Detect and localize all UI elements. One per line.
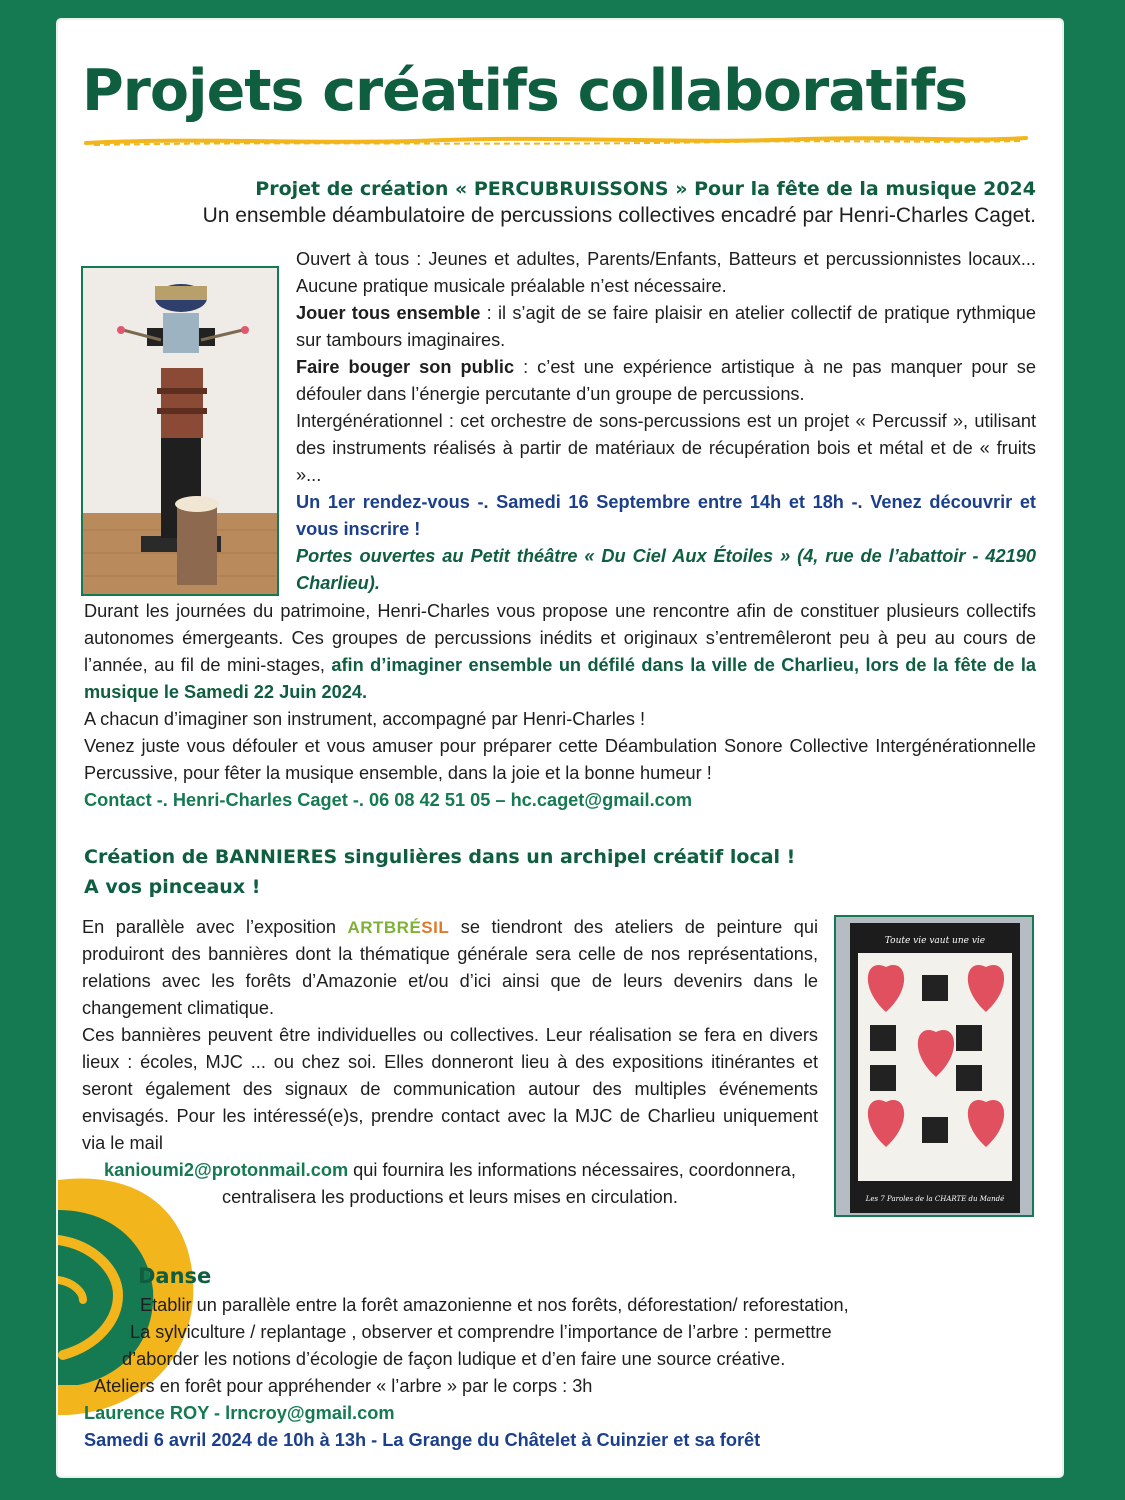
danse-line2: La sylviculture / replantage , observer et comprendre l’importance de l’arbre : permettre	[130, 1322, 832, 1342]
percussion-sculpture-photo	[81, 266, 279, 596]
banner-bottom-text: Les 7 Paroles de la CHARTE du Mandé	[865, 1195, 1005, 1203]
intergenerational-paragraph: Intergénérationnel : cet orchestre de sons-percussions est un projet « Percussif », utilisant des instruments réalisés à partir de matériaux de récupération bois et métal et de « fruits »...	[296, 411, 1036, 485]
section2-body	[82, 914, 818, 1211]
danse-line1: Etablir un parallèle entre la forêt amazonienne et nos forêts, déforestation/ reforestation,	[140, 1295, 849, 1315]
section1-subheading: Un ensemble déambulatoire de percussions collectives encadré par Henri-Charles Caget.	[202, 204, 1036, 227]
email-paragraph	[82, 1157, 818, 1211]
section2-heading-line2: A vos pinceaux !	[84, 876, 261, 898]
durant-text: Durant les journées du patrimoine, Henri-Charles vous propose une rencontre afin de constituer plusieurs collectifs autonomes émergeants. Ces groupes de percussions inédits et originaux s’entremêleront peu à peu au cours de l’année, au fil de mini-stages,	[84, 601, 1036, 675]
section2-heading	[84, 842, 795, 902]
bouger-label: Faire bouger son public	[296, 357, 515, 377]
danse-line4: Ateliers en forêt pour appréhender « l’arbre » par le corps : 3h	[94, 1376, 593, 1396]
banner-photo	[834, 915, 1034, 1217]
chacun-paragraph: A chacun d’imaginer son instrument, accompagné par Henri-Charles !	[84, 709, 646, 729]
jouer-label: Jouer tous ensemble	[296, 303, 481, 323]
logo-part2: SIL	[421, 918, 450, 937]
open-to-all-paragraph: Ouvert à tous : Jeunes et adultes, Parents/Enfants, Batteurs et percussionnistes locaux... Aucune pratique musicale préalable n’est nécessaire.	[296, 249, 1036, 296]
contact-line: Contact -. Henri-Charles Caget -. 06 08 42 51 05 – hc.caget@gmail.com	[84, 790, 693, 810]
danse-heading: Danse	[138, 1264, 212, 1288]
section1-heading: Projet de création « PERCUBRUISSONS » Pour la fête de la musique 2024	[255, 178, 1036, 200]
section2-heading-line1: Création de BANNIERES singulières dans un archipel créatif local !	[84, 846, 796, 868]
exhibition-paragraph	[82, 914, 818, 1022]
intro-after: se tiendront des ateliers de peinture qui produiront des bannières dont la thématique générale sera celle de nos représentations, relations avec les forêts d’Amazonie et/ou d’ici ainsi que de leurs devenirs dans le changement climatique.	[82, 917, 819, 1018]
page-sheet	[58, 20, 1062, 1476]
email-tail: qui fournira les informations nécessaires, coordonnera, centralisera les productions et leurs mises en circulation.	[222, 1160, 796, 1207]
danse-date: Samedi 6 avril 2024 de 10h à 13h - La Grange du Châtelet à Cuinzier et sa forêt	[84, 1430, 761, 1450]
danse-body	[84, 1292, 1036, 1454]
bouger-text: : c’est une expérience artistique à ne pas manquer pour se défouler dans l’énergie percutante d’un groupe de percussions.	[296, 357, 1036, 404]
section1-body-full	[84, 598, 1036, 814]
jouer-paragraph	[296, 300, 1036, 354]
logo-part1: ARTBRÉ	[347, 918, 422, 937]
artbresil-logo	[347, 918, 449, 937]
mjc-email-link[interactable]: kanioumi2@protonmail.com	[104, 1160, 349, 1180]
jouer-text: : il s’agit de se faire plaisir en atelier collectif de pratique rythmique sur tambours imaginaires.	[296, 303, 1037, 350]
durant-bold: afin d’imaginer ensemble un défilé dans la ville de Charlieu, lors de la fête de la musique le Samedi 22 Juin 2024.	[84, 655, 1036, 702]
danse-contact: Laurence ROY - lrncroy@gmail.com	[84, 1403, 395, 1423]
rendezvous-paragraph: Un 1er rendez-vous -. Samedi 16 Septembre entre 14h et 18h -. Venez découvrir et vous inscrire !	[296, 492, 1036, 539]
title-underline-decoration	[84, 134, 1028, 148]
banners-paragraph: Ces bannières peuvent être individuelles ou collectives. Leur réalisation se fera en divers lieux : écoles, MJC ... ou chez soi. Elles donneront lieu à des expositions itinérantes et seront également des signaux de communication autour des multiples événements envisagés. Pour les intéressé(e)s, prendre contact avec la MJC de Charlieu uniquement via le mail	[82, 1025, 818, 1153]
durant-paragraph	[84, 598, 1036, 706]
section1-body	[296, 246, 1036, 597]
intro-before: En parallèle avec l’exposition	[82, 917, 348, 937]
danse-line3: d’aborder les notions d’écologie de façon ludique et d’en faire une source créative.	[122, 1349, 786, 1369]
page-title: Projets créatifs collaboratifs	[82, 58, 968, 124]
banner-top-text: Toute vie vaut une vie	[884, 936, 986, 946]
bouger-paragraph	[296, 354, 1036, 408]
open-doors-paragraph: Portes ouvertes au Petit théâtre « Du Ciel Aux Étoiles » (4, rue de l’abattoir - 42190 Charlieu).	[296, 546, 1036, 593]
venez-paragraph: Venez juste vous défouler et vous amuser pour préparer cette Déambulation Sonore Collective Intergénérationnelle Percussive, pour fêter la musique ensemble, dans la joie et la bonne humeur !	[84, 736, 1036, 783]
